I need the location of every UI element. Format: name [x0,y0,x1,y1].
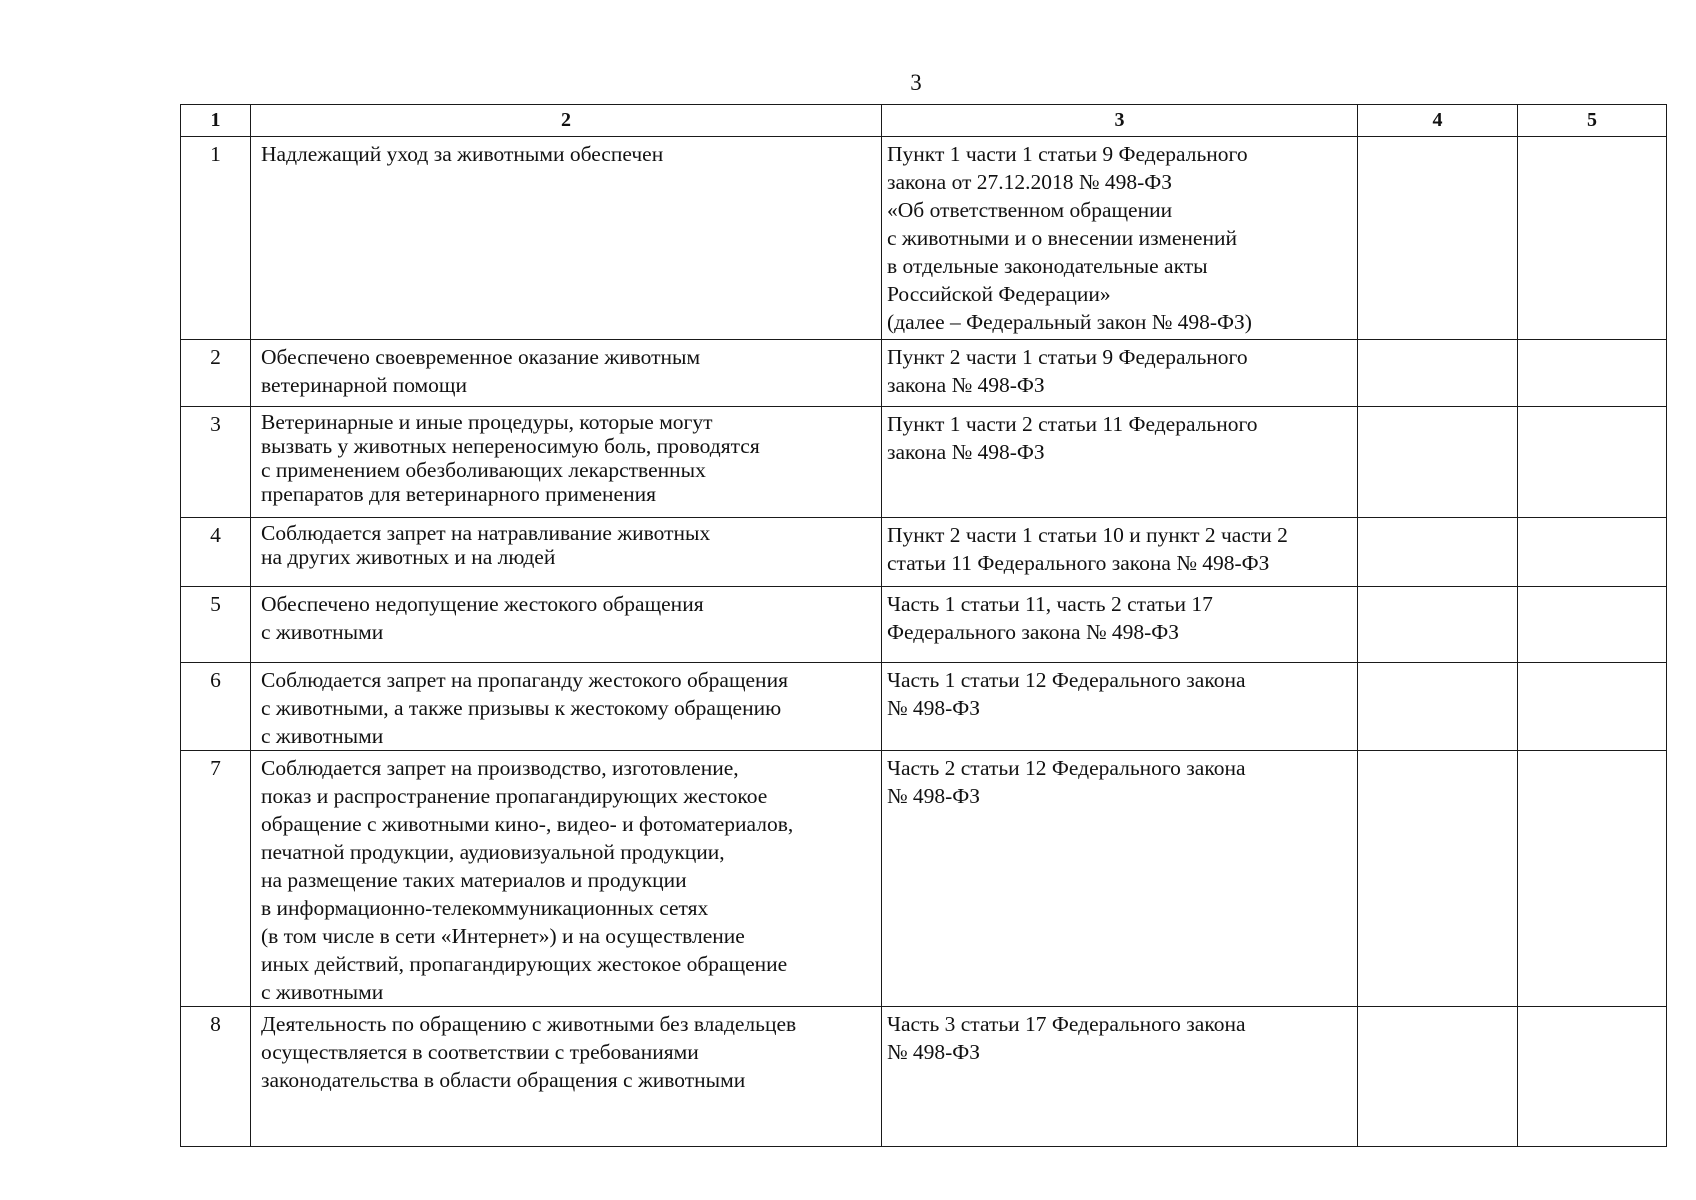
column-4-cell [1358,518,1518,587]
reference-text: Пункт 1 части 1 статьи 9 Федерального закона от 27.12.2018 № 498-ФЗ «Об ответственном обращении с животными и о внесении изменений в отдельные законодательные акты Российской Федерации» (далее – Федеральный закон № 498-ФЗ) [887,142,1252,334]
requirement-cell [251,518,882,587]
reference-text: Пункт 1 части 2 статьи 11 Федерального закона № 498-ФЗ [887,412,1258,464]
column-4-cell [1358,587,1518,663]
column-4-cell [1358,340,1518,407]
row-number: 5 [210,592,221,616]
reference-text: Часть 3 статьи 17 Федерального закона № 498-ФЗ [887,1012,1246,1064]
reference-cell [882,587,1358,663]
row-number: 4 [210,523,221,547]
requirement-text: Надлежащий уход за животными обеспечен [261,142,664,166]
requirement-text: Соблюдается запрет на пропаганду жестокого обращения с животными, а также призывы к жестокому обращению с животными [261,668,788,748]
requirement-cell [251,751,882,1007]
column-5-cell [1518,518,1667,587]
column-header: 4 [1358,105,1518,137]
requirement-text: Деятельность по обращению с животными без владельцев осуществляется в соответствии с требованиями законодательства в области обращения с животными [261,1012,797,1092]
table-row [181,1007,1667,1147]
column-5-cell [1518,1007,1667,1147]
row-number-cell [181,663,251,751]
table-row [181,340,1667,407]
reference-cell [882,1007,1358,1147]
requirement-text: Соблюдается запрет на натравливание животных на других животных и на людей [261,521,711,569]
reference-cell [882,751,1358,1007]
column-5-cell [1518,407,1667,518]
column-header: 5 [1518,105,1667,137]
checklist-table [180,104,1667,1147]
column-4-cell [1358,663,1518,751]
reference-text: Часть 2 статьи 12 Федерального закона № 498-ФЗ [887,756,1246,808]
column-5-cell [1518,137,1667,340]
requirement-text: Ветеринарные и иные процедуры, которые могут вызвать у животных непереносимую боль, проводятся с применением обезболивающих лекарственных препаратов для ветеринарного применения [261,410,760,506]
row-number: 1 [210,142,221,166]
reference-text: Часть 1 статьи 11, часть 2 статьи 17 Федерального закона № 498-ФЗ [887,592,1213,644]
column-5-cell [1518,340,1667,407]
row-number: 3 [210,412,221,436]
row-number: 2 [210,345,221,369]
row-number-cell [181,751,251,1007]
page-number: 3 [910,70,922,95]
row-number: 8 [210,1012,221,1036]
column-4-cell [1358,137,1518,340]
row-number-cell [181,137,251,340]
requirement-cell [251,1007,882,1147]
table-row [181,587,1667,663]
table-row [181,751,1667,1007]
requirement-text: Обеспечено своевременное оказание животным ветеринарной помощи [261,345,701,397]
reference-cell [882,518,1358,587]
column-5-cell [1518,663,1667,751]
requirement-cell [251,137,882,340]
requirement-text: Обеспечено недопущение жестокого обращения с животными [261,592,704,644]
column-4-cell [1358,407,1518,518]
reference-text: Пункт 2 части 1 статьи 9 Федерального закона № 498-ФЗ [887,345,1248,397]
table-row [181,518,1667,587]
reference-text: Часть 1 статьи 12 Федерального закона № 498-ФЗ [887,668,1246,720]
column-header: 1 [181,105,251,137]
column-5-cell [1518,751,1667,1007]
column-5-cell [1518,587,1667,663]
column-4-cell [1358,1007,1518,1147]
requirement-cell [251,407,882,518]
reference-cell [882,137,1358,340]
table-header-row [181,105,1667,137]
table-row [181,407,1667,518]
requirement-cell [251,340,882,407]
requirement-text: Соблюдается запрет на производство, изготовление, показ и распространение пропагандирующих жестокое обращение с животными кино-, видео- и фотоматериалов, печатной продукции, аудиовизуальной продукции, на размещение таких материалов и продукции в информационно-телекоммуникационных сетях (в том числе в сети «Интернет») и на осуществление иных действий, пропагандирующих жестокое обращение с животными [261,756,794,1004]
column-4-cell [1358,751,1518,1007]
requirement-cell [251,587,882,663]
row-number-cell [181,1007,251,1147]
row-number-cell [181,340,251,407]
row-number-cell [181,587,251,663]
table-row [181,663,1667,751]
reference-cell [882,663,1358,751]
column-header: 3 [882,105,1358,137]
row-number-cell [181,407,251,518]
row-number: 7 [210,756,221,780]
reference-text: Пункт 2 части 1 статьи 10 и пункт 2 части 2 статьи 11 Федерального закона № 498-ФЗ [887,523,1288,575]
reference-cell [882,407,1358,518]
requirement-cell [251,663,882,751]
column-header: 2 [251,105,882,137]
reference-cell [882,340,1358,407]
row-number: 6 [210,668,221,692]
row-number-cell [181,518,251,587]
table-row [181,137,1667,340]
